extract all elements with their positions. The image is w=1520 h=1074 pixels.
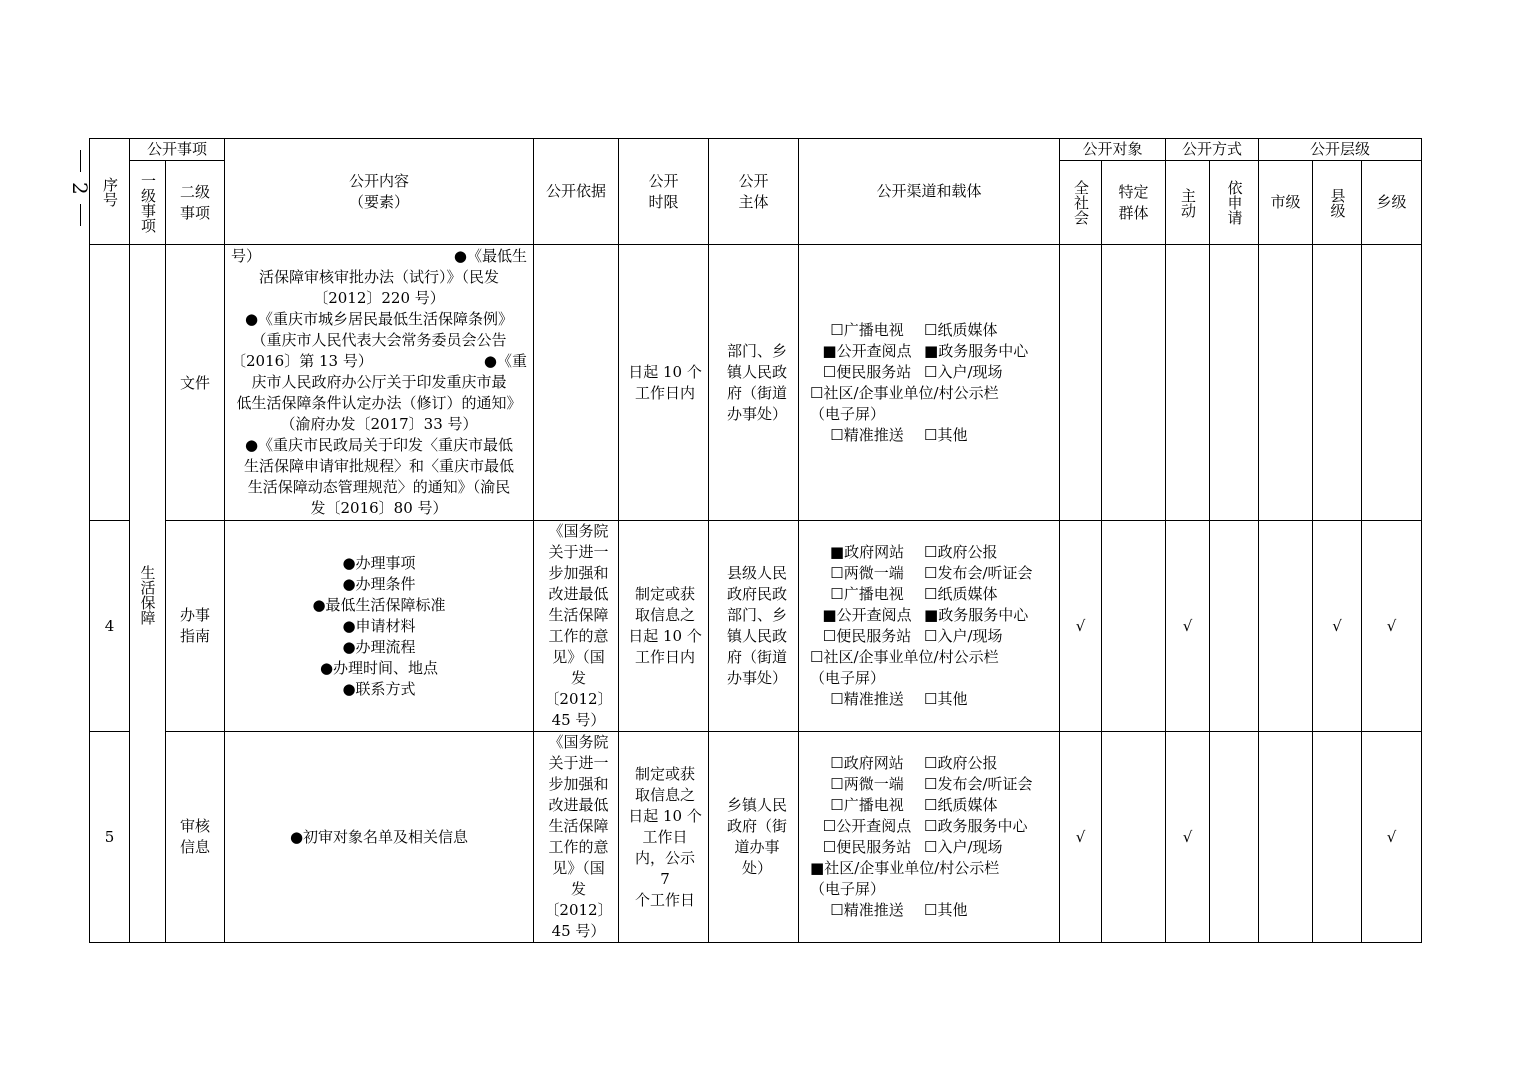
basis-line: 见》（国 (552, 859, 605, 877)
channel-line (810, 320, 1059, 341)
channel-line (810, 647, 1059, 668)
row-level-township: √ (1362, 521, 1422, 732)
row-level2 (166, 521, 225, 732)
channel-line (810, 404, 1059, 425)
content-line: 活保障审核审批办法（试行）》（民发 (259, 268, 500, 286)
header-time-limit-line2: 时限 (648, 192, 679, 211)
row-target-specific (1102, 521, 1166, 732)
channel-line (810, 584, 1059, 605)
channel-option: ☐精准推送 (830, 425, 904, 444)
time-limit-line: 工作日内 (635, 383, 696, 402)
channel-line (810, 689, 1059, 710)
basis-line: 发〔2012〕 (544, 880, 613, 919)
row-time-limit (619, 732, 709, 943)
channel-option: ☐便民服务站 (822, 627, 912, 645)
row-level-city (1259, 245, 1313, 521)
channel-line (810, 341, 1059, 362)
header-seq: 序号 (90, 139, 130, 245)
row-target-specific (1102, 732, 1166, 943)
channel-option: ■社区/企事业单位/村公示栏 (810, 859, 1000, 877)
subject-line: 处） (742, 859, 773, 877)
disclosure-table (89, 138, 1422, 943)
channel-option: （电子屏） (810, 880, 886, 898)
channel-option: ☐精准推送 (830, 690, 904, 708)
header-subject (709, 139, 799, 245)
row-content (225, 245, 534, 521)
time-limit-line: 工作日 (642, 827, 688, 846)
header-level-group: 公开层级 (1259, 139, 1422, 161)
header-level-city: 市级 (1259, 161, 1313, 245)
header-basis: 公开依据 (534, 139, 619, 245)
header-content (225, 139, 534, 245)
row-level-city (1259, 521, 1313, 732)
row-level2: 文件 (166, 245, 225, 521)
header-subject-line2: 主体 (738, 192, 769, 211)
content-first-line (231, 246, 527, 267)
channel-option: （电子屏） (810, 404, 886, 423)
channel-option: ☐纸质媒体 (924, 320, 998, 339)
content-line: 庆市人民政府办公厅关于印发重庆市最 (251, 373, 507, 391)
channel-option: ☐两微一端 (830, 775, 904, 793)
subject-line: 政府（街 (727, 817, 788, 835)
header-level2 (166, 161, 225, 245)
basis-line: 关于进一 (548, 543, 609, 561)
content-first-right: ●《最低生 (453, 247, 528, 265)
content-line: ●办理条件 (342, 574, 416, 593)
header-level1: 一级事项 (130, 161, 166, 245)
channel-option: ☐政府公报 (924, 754, 998, 772)
basis-line: 见》（国 (552, 648, 605, 666)
channel-option: ■公开查阅点 (822, 341, 912, 360)
subject-line: 镇人民政 (727, 627, 788, 645)
content-line: 发〔2016〕80 号） (310, 499, 448, 517)
time-limit-line: 制定或获 (635, 764, 696, 783)
row-subject (709, 521, 799, 732)
header-content-sub: （要素） (349, 192, 410, 211)
row-method-active (1166, 245, 1210, 521)
level2-line: 信息 (180, 838, 211, 856)
header-row-1 (90, 139, 1422, 161)
time-limit-line: 制定或获 (635, 585, 696, 603)
content-mid-left: 〔2016〕第 13 号） (231, 352, 373, 370)
row-method-active: √ (1166, 521, 1210, 732)
channel-option: ■政务服务中心 (924, 606, 1029, 624)
row-seq: 5 (90, 732, 130, 943)
page-number (68, 150, 92, 230)
basis-line: 《国务院 (548, 522, 609, 540)
channel-option: ☐其他 (924, 690, 968, 708)
level2-line: 办事 (180, 606, 211, 624)
channel-option: ☐便民服务站 (822, 838, 912, 856)
content-line: 生活保障申请审批规程〉和〈重庆市最低 (244, 457, 515, 475)
channel-option: ☐两微一端 (830, 564, 904, 582)
content-line: ●办理流程 (342, 637, 416, 656)
row-subject (709, 732, 799, 943)
content-line: ●《重庆市民政局关于印发〈重庆市最低 (244, 436, 514, 454)
page-number-bar-top (80, 150, 81, 172)
channel-line (810, 425, 1059, 446)
channel-option: ■公开查阅点 (822, 606, 912, 624)
channel-line (810, 816, 1059, 837)
channel-line (810, 900, 1059, 921)
channel-option: ■政务服务中心 (924, 341, 1029, 360)
row-method-apply (1210, 245, 1259, 521)
channel-option: ☐纸质媒体 (924, 585, 998, 603)
header-subject-line1: 公开 (738, 171, 769, 190)
row-subject (709, 245, 799, 521)
row-target-specific (1102, 245, 1166, 521)
header-items-group: 公开事项 (130, 139, 225, 161)
table-row (90, 732, 1422, 943)
channel-option: ☐广播电视 (830, 585, 904, 603)
row-level1-item-text: 生活保障 (138, 564, 157, 625)
subject-line: 乡镇人民 (727, 796, 788, 814)
basis-line: 45 号） (551, 922, 606, 940)
basis-line: 生活保障 (548, 606, 609, 624)
channel-line (810, 383, 1059, 404)
row-level-county: √ (1313, 521, 1362, 732)
row-level1-item (130, 245, 166, 943)
subject-line: 办事处） (727, 404, 788, 423)
channel-line (810, 362, 1059, 383)
header-method-group: 公开方式 (1166, 139, 1259, 161)
header-level-county: 县级 (1313, 161, 1362, 245)
row-basis (534, 732, 619, 943)
channel-option: ☐便民服务站 (822, 362, 912, 381)
basis-line: 发〔2012〕 (544, 669, 613, 708)
row-content (225, 732, 534, 943)
content-mid-line (231, 351, 527, 372)
time-limit-line: 内，公示 7 (635, 848, 696, 888)
channel-option: ☐广播电视 (830, 796, 904, 814)
content-line: 低生活保障条件认定办法（修订）的通知》 (236, 394, 522, 412)
content-line: （重庆市人民代表大会常务委员会公告 (251, 331, 507, 349)
row-basis (534, 521, 619, 732)
channel-line (810, 774, 1059, 795)
header-target-all: 全社会 (1060, 161, 1102, 245)
channel-line (810, 753, 1059, 774)
content-line: 〔2012〕220 号） (313, 289, 445, 307)
row-target-all: √ (1060, 521, 1102, 732)
basis-line: 《国务院 (548, 733, 609, 751)
channel-line (810, 605, 1059, 626)
row-level-county (1313, 732, 1362, 943)
channel-option: ☐其他 (924, 901, 968, 919)
time-limit-line: 取信息之 (635, 606, 696, 624)
content-line: ●申请材料 (342, 616, 416, 635)
row-method-apply (1210, 732, 1259, 943)
content-line: （渝府办发〔2017〕33 号） (280, 415, 478, 433)
basis-line: 生活保障 (548, 817, 609, 835)
content-line: ●联系方式 (342, 679, 416, 698)
content-first-left: 号） (231, 247, 262, 265)
basis-line: 步加强和 (548, 775, 609, 793)
content-line: ●初审对象名单及相关信息 (289, 827, 469, 846)
subject-line: 政府民政 (727, 585, 788, 603)
level2-line: 指南 (180, 627, 211, 645)
row-method-active: √ (1166, 732, 1210, 943)
basis-line: 关于进一 (548, 754, 609, 772)
level2-line: 审核 (180, 817, 211, 835)
content-line: ●最低生活保障标准 (312, 595, 446, 614)
channel-line (810, 879, 1059, 900)
row-time-limit (619, 245, 709, 521)
time-limit-line: 工作日内 (635, 648, 696, 666)
row-seq: 4 (90, 521, 130, 732)
channel-option: ☐社区/企事业单位/村公示栏 (810, 648, 999, 666)
header-content-title: 公开内容 (349, 171, 410, 190)
channel-line (810, 563, 1059, 584)
channel-option: ☐广播电视 (830, 320, 904, 339)
channel-option: （电子屏） (810, 669, 886, 687)
header-level-township: 乡级 (1362, 161, 1422, 245)
channel-line (810, 837, 1059, 858)
basis-line: 45 号） (551, 711, 606, 729)
table-row (90, 245, 1422, 521)
content-line: ●办理事项 (342, 553, 416, 572)
channel-option: ☐政府网站 (830, 754, 904, 772)
channel-option: ☐社区/企事业单位/村公示栏 (810, 383, 999, 402)
subject-line: 部门、乡 (727, 341, 788, 360)
basis-line: 改进最低 (548, 585, 609, 603)
row-content (225, 521, 534, 732)
row-level-city (1259, 732, 1313, 943)
header-target-specific-line2: 群体 (1118, 203, 1149, 222)
subject-line: 府（街道 (727, 648, 788, 666)
row-time-limit (619, 521, 709, 732)
channel-option: ☐入户/现场 (924, 362, 1003, 381)
time-limit-line: 个工作日 (635, 890, 696, 909)
subject-line: 县级人民 (727, 564, 788, 582)
header-method-apply: 依申请 (1210, 161, 1259, 245)
channel-option: ☐纸质媒体 (924, 796, 998, 814)
header-target-specific (1102, 161, 1166, 245)
row-basis (534, 245, 619, 521)
row-level-county (1313, 245, 1362, 521)
channel-option: ☐精准推送 (830, 901, 904, 919)
content-line: 生活保障动态管理规范〉的通知》（渝民 (247, 478, 511, 496)
basis-line: 改进最低 (548, 796, 609, 814)
table-row (90, 521, 1422, 732)
channel-line (810, 858, 1059, 879)
row-level-township: √ (1362, 732, 1422, 943)
page-number-text: 2 (68, 182, 92, 195)
basis-line: 步加强和 (548, 564, 609, 582)
channel-option: ☐政府公报 (924, 543, 998, 561)
row-channels (799, 245, 1060, 521)
channel-line (810, 668, 1059, 689)
content-line: ●办理时间、地点 (319, 658, 439, 677)
header-time-limit (619, 139, 709, 245)
content-line: ●《重庆市城乡居民最低生活保障条例》 (244, 310, 514, 328)
content-mid-right: ●《重 (483, 352, 528, 370)
header-target-specific-line1: 特定 (1118, 182, 1149, 201)
basis-line: 工作的意 (548, 627, 609, 645)
row-level2 (166, 732, 225, 943)
channel-option: ☐入户/现场 (924, 627, 1003, 645)
channel-option: ☐发布会/听证会 (924, 775, 1033, 793)
channel-line (810, 795, 1059, 816)
channel-option: ☐公开查阅点 (822, 817, 912, 835)
page-number-bar-bottom (80, 204, 81, 226)
subject-line: 道办事 (734, 838, 780, 856)
header-target-group: 公开对象 (1060, 139, 1166, 161)
header-method-active: 主动 (1166, 161, 1210, 245)
header-channels: 公开渠道和载体 (799, 139, 1060, 245)
header-time-limit-line1: 公开 (648, 171, 679, 190)
channel-option: ☐其他 (924, 425, 968, 444)
row-target-all (1060, 245, 1102, 521)
basis-line: 工作的意 (548, 838, 609, 856)
row-seq (90, 245, 130, 521)
row-channels (799, 521, 1060, 732)
row-method-apply (1210, 521, 1259, 732)
channel-option: ☐入户/现场 (924, 838, 1003, 856)
channel-line (810, 542, 1059, 563)
row-channels (799, 732, 1060, 943)
row-target-all: √ (1060, 732, 1102, 943)
time-limit-line: 日起 10 个 (628, 806, 702, 825)
time-limit-line: 日起 10 个 (628, 627, 702, 645)
channel-option: ☐发布会/听证会 (924, 564, 1033, 582)
channel-option: ☐政务服务中心 (924, 817, 1028, 835)
time-limit-line: 日起 10 个 (628, 362, 702, 381)
channel-line (810, 626, 1059, 647)
subject-line: 府（街道 (727, 383, 788, 402)
subject-line: 镇人民政 (727, 362, 788, 381)
time-limit-line: 取信息之 (635, 785, 696, 804)
subject-line: 部门、乡 (727, 606, 788, 624)
subject-line: 办事处） (727, 669, 788, 687)
row-level-township (1362, 245, 1422, 521)
channel-option: ■政府网站 (829, 543, 905, 561)
header-level2-text: 二级事项 (180, 182, 211, 222)
